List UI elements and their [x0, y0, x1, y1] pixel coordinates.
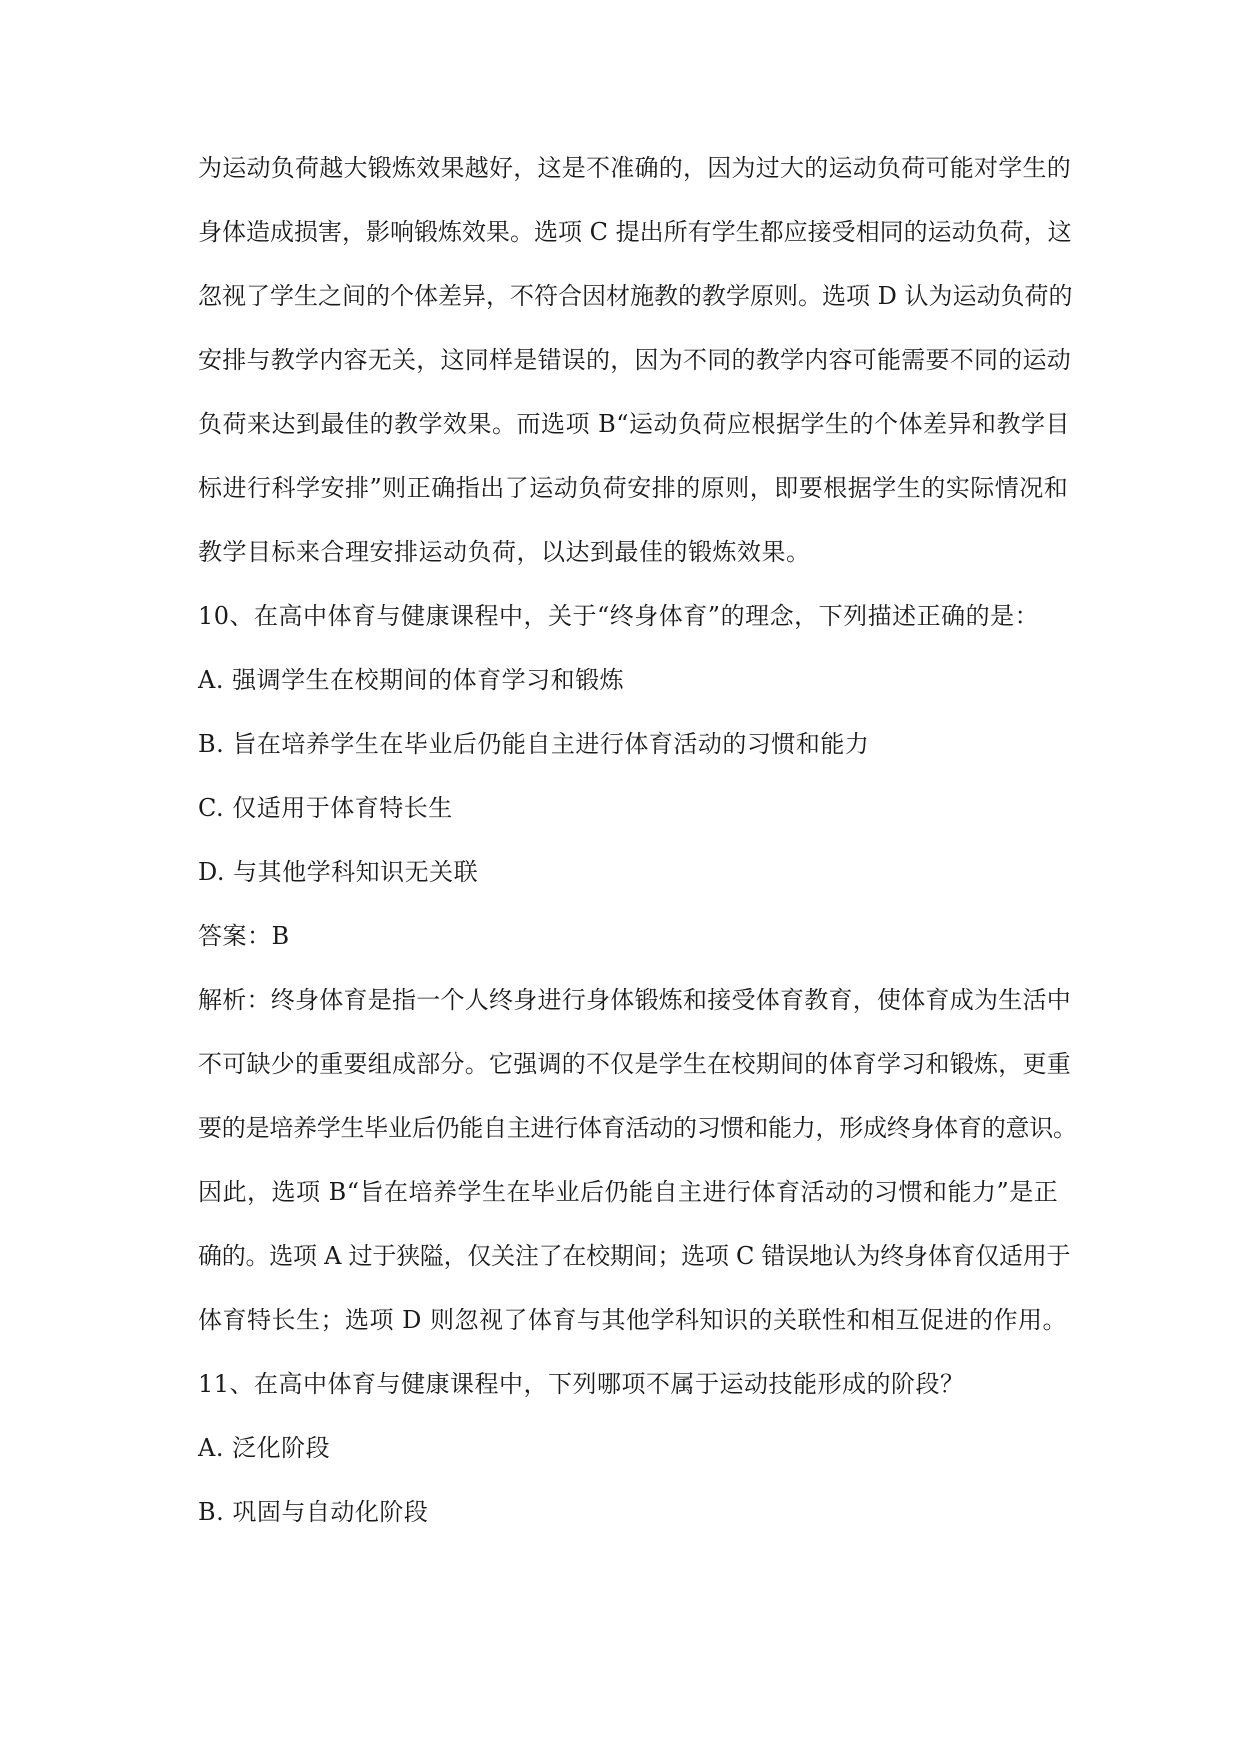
question-10-explanation-line-5: 确的。选项 A 过于狭隘，仅关注了在校期间；选项 C 错误地认为终身体育仅适用于 — [198, 1242, 1071, 1270]
question-10-explanation-line-1: 解析：终身体育是指一个人终身进行身体锻炼和接受体育教育，使体育成为生活中 — [198, 986, 1071, 1014]
question-11-option-b: B. 巩固与自动化阶段 — [198, 1498, 429, 1526]
question-11-option-a: A. 泛化阶段 — [198, 1434, 331, 1462]
explanation-9-line-2: 身体造成损害，影响锻炼效果。选项 C 提出所有学生都应接受相同的运动负荷，这 — [198, 218, 1072, 246]
question-10-stem: 10、在高中体育与健康课程中，关于“终身体育”的理念，下列描述正确的是： — [198, 602, 1040, 630]
question-10-explanation-line-4: 因此，选项 B“旨在培养学生在毕业后仍能自主进行体育活动的习惯和能力”是正 — [198, 1178, 1059, 1206]
explanation-9-line-1: 为运动负荷越大锻炼效果越好，这是不准确的，因为过大的运动负荷可能对学生的 — [198, 154, 1071, 182]
explanation-9-line-3: 忽视了学生之间的个体差异，不符合因材施教的教学原则。选项 D 认为运动负荷的 — [198, 282, 1073, 310]
question-10-explanation-line-6: 体育特长生；选项 D 则忽视了体育与其他学科知识的关联性和相互促进的作用。 — [198, 1306, 1067, 1334]
question-10-option-c: C. 仅适用于体育特长生 — [198, 794, 453, 822]
explanation-9-line-5: 负荷来达到最佳的教学效果。而选项 B“运动负荷应根据学生的个体差异和教学目 — [198, 410, 1071, 438]
question-10-option-a: A. 强调学生在校期间的体育学习和锻炼 — [198, 666, 625, 694]
question-10-option-b: B. 旨在培养学生在毕业后仍能自主进行体育活动的习惯和能力 — [198, 730, 870, 758]
explanation-9-line-7: 教学目标来合理安排运动负荷，以达到最佳的锻炼效果。 — [198, 538, 811, 566]
question-10-explanation-line-2: 不可缺少的重要组成部分。它强调的不仅是学生在校期间的体育学习和锻炼，更重 — [198, 1050, 1071, 1078]
explanation-9-line-6: 标进行科学安排”则正确指出了运动负荷安排的原则，即要根据学生的实际情况和 — [198, 474, 1069, 502]
explanation-9-line-4: 安排与教学内容无关，这同样是错误的，因为不同的教学内容可能需要不同的运动 — [198, 346, 1071, 374]
question-10-option-d: D. 与其他学科知识无关联 — [198, 858, 479, 886]
question-11-stem: 11、在高中体育与健康课程中，下列哪项不属于运动技能形成的阶段？ — [198, 1370, 965, 1398]
question-10-answer: 答案：B — [198, 922, 290, 950]
question-10-explanation-line-3: 要的是培养学生毕业后仍能自主进行体育活动的习惯和能力，形成终身体育的意识。 — [198, 1114, 1077, 1142]
